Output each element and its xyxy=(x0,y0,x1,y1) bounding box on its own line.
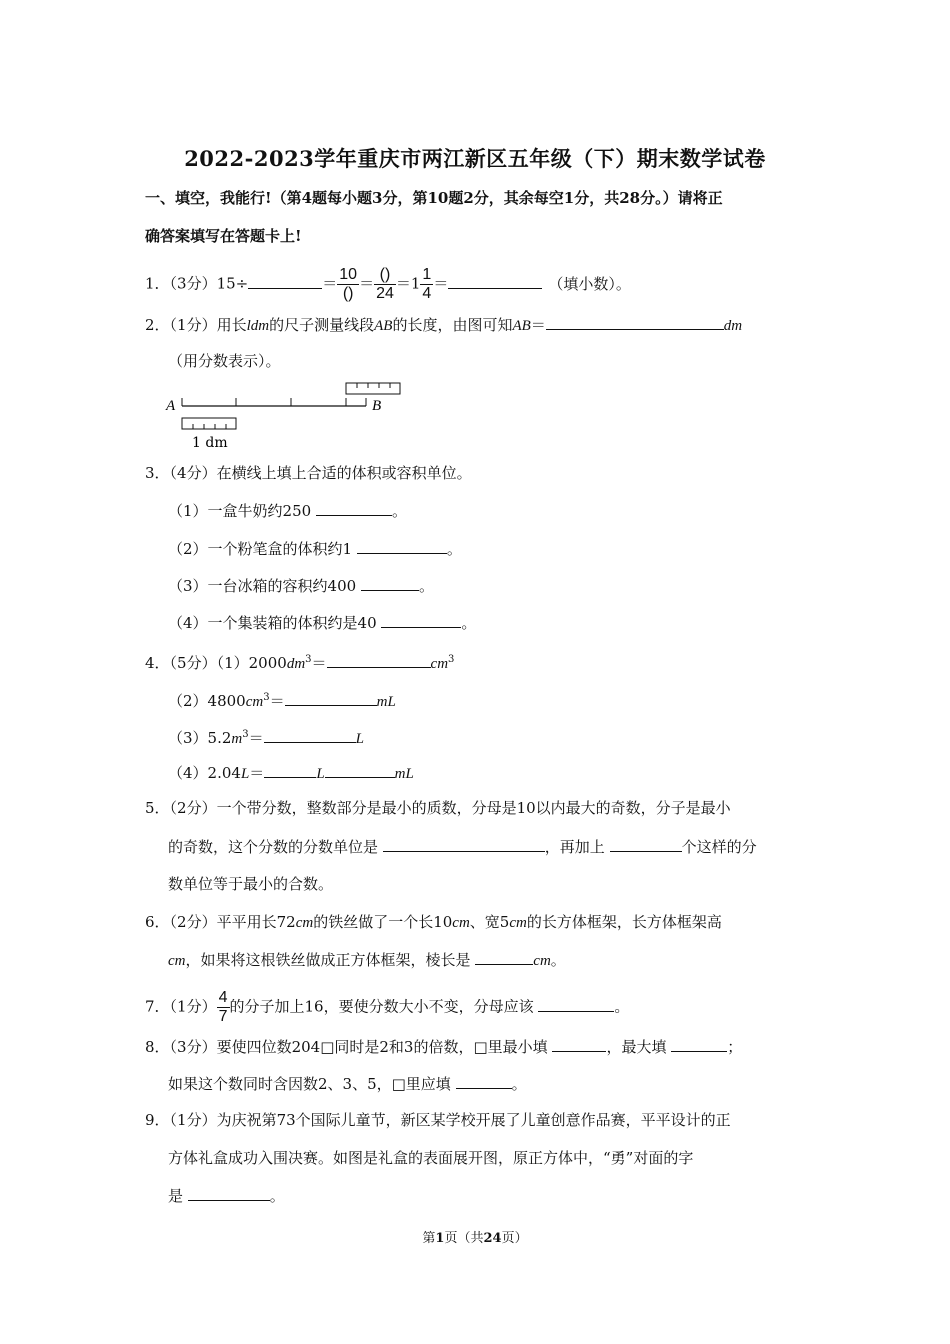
ruler-top xyxy=(346,383,400,394)
fraction-10-over-blank: $\frac{10}{()}$ xyxy=(339,266,358,302)
answer-blank xyxy=(546,314,724,330)
question-5: 5．（2分）一个带分数，整数部分是最小的质数，分母是10以内最大的奇数，分子是最小 xyxy=(145,799,731,817)
page-title: 2022-2023学年重庆市两江新区五年级（下）期末数学试卷 xyxy=(184,146,766,171)
question-1: 1．（3分）15÷ ＝ $\frac{10}{()}$ ＝ $\frac{()}{24}$ ＝1 $\frac{1}{4}$ ＝ （填小数）。 xyxy=(145,266,631,302)
fraction-4-over-7: $\frac{4}{7}$ xyxy=(218,989,228,1025)
answer-blank xyxy=(448,273,542,289)
question-5-line3: 数单位等于最小的合数。 xyxy=(168,875,334,893)
question-3-item-4: （4）一个集装箱的体积约是40 。 xyxy=(168,614,477,632)
question-4-item-4: （4）2.04L＝ L mL xyxy=(168,764,414,782)
question-3: 3．（4分）在横线上填上合适的体积或容积单位。 xyxy=(145,464,472,482)
ruler-label: 1 dm xyxy=(192,435,228,451)
question-4: 4．（5分）$(1)2000dm^3= cm^3$ xyxy=(145,654,455,672)
question-9-line3: 是 。 xyxy=(168,1187,285,1205)
question-9: 9．（1分）为庆祝第73个国际儿童节，新区某学校开展了儿童创意作品赛，平平设计的正 xyxy=(145,1111,731,1129)
question-6-line2: cm，如果将这根铁丝做成正方体框架，棱长是 cm。 xyxy=(168,951,566,969)
question-8-line2: 如果这个数同时含因数2、3、5，□里应填 。 xyxy=(168,1075,527,1093)
point-a-label: A xyxy=(166,398,176,414)
section-heading-line1: 一、填空，我能行!（第4题每小题3分，第10题2分，其余每空1分，共28分。）请将正 xyxy=(145,189,723,207)
section-heading-line2: 确答案填写在答题卡上! xyxy=(145,227,302,245)
point-b-label: B xyxy=(372,398,382,414)
question-2-line2: （用分数表示）。 xyxy=(168,352,281,370)
question-6: 6．（2分）平平用长72cm的铁丝做了一个长10cm、宽5cm的长方体框架，长方体框架高 xyxy=(145,913,722,931)
fraction-1-over-4: $\frac{1}{4}$ xyxy=(422,266,432,302)
question-7: 7．（1分） $\frac{4}{7}$ 的分子加上16，要使分数大小不变，分母应该 。 xyxy=(145,989,630,1025)
question-8: 8．（3分）要使四位数204□同时是2和3的倍数，□里最小填 ，最大填 ； xyxy=(145,1038,743,1056)
question-3-item-1: （1）一盒牛奶约250 。 xyxy=(168,502,407,520)
ruler-figure xyxy=(160,378,420,452)
ruler-bottom xyxy=(182,418,236,429)
question-2: 2．（1分）用长ldm的尺子测量线段AB的长度，由图可知AB＝ dm xyxy=(145,316,743,334)
question-4-item-2: $(2)4800cm^3=$ mL xyxy=(168,692,396,710)
answer-blank xyxy=(248,273,322,289)
question-5-line2: 的奇数，这个分数的分数单位是 ，再加上 个这样的分 xyxy=(168,838,757,856)
page-footer: 第1页（共24页） xyxy=(422,1231,528,1246)
question-3-item-2: （2）一个粉笔盒的体积约1 。 xyxy=(168,540,462,558)
question-3-item-3: （3）一台冰箱的容积约400 。 xyxy=(168,577,434,595)
fraction-blank-over-24: $\frac{()}{24}$ xyxy=(376,266,394,302)
question-9-line2: 方体礼盒成功入围决赛。如图是礼盒的表面展开图，原正方体中，“勇”对面的字 xyxy=(168,1149,694,1167)
question-4-item-3: $(3)5.2m^3= L$ xyxy=(168,729,364,747)
